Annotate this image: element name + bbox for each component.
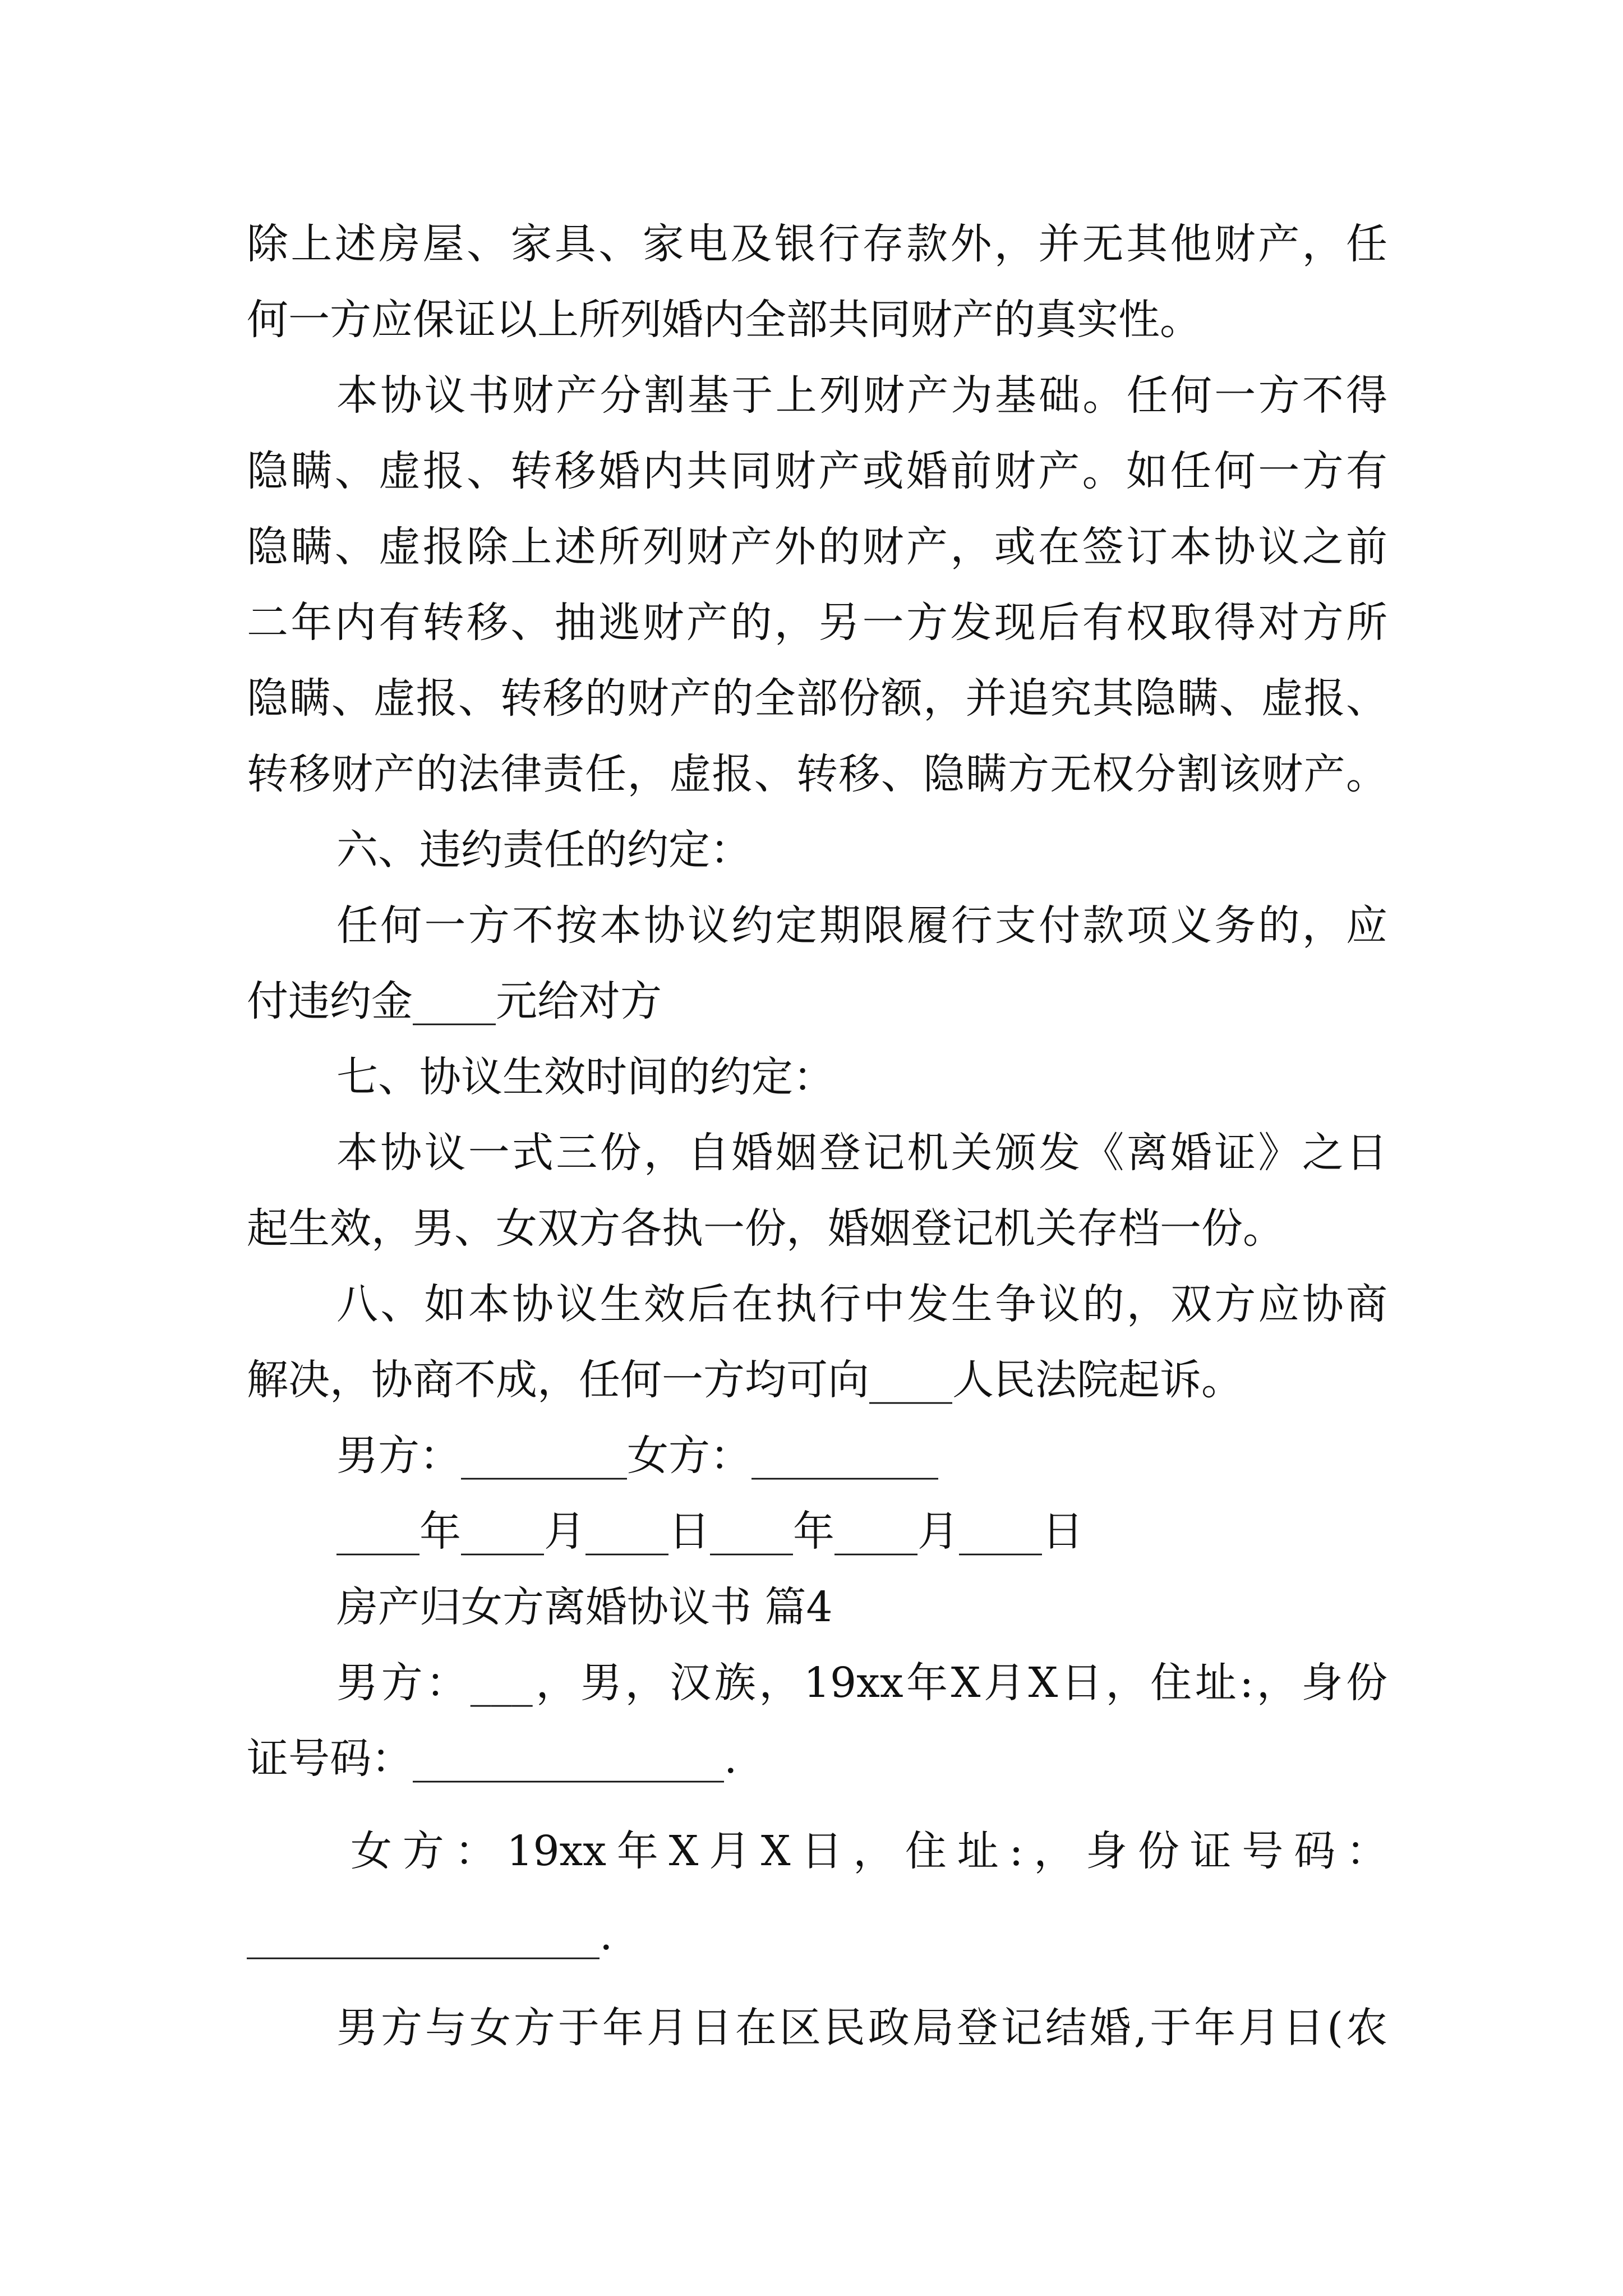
text-line: 任何一方不按本协议约定期限履行支付款项义务的，应 — [336, 901, 1387, 950]
text-line: 起生效，男、女双方各执一份，婚姻登记机关存档一份。 — [247, 1204, 1284, 1253]
text-line: 隐瞒、虚报、转移的财产的全部份额，并追究其隐瞒、虚报、 — [247, 674, 1387, 723]
text-line: 八、如本协议生效后在执行中发生争议的，双方应协商 — [336, 1280, 1387, 1328]
text-line: 隐瞒、虚报、转移婚内共同财产或婚前财产。如任何一方有 — [247, 447, 1387, 495]
section-heading: 七、协议生效时间的约定： — [336, 1053, 834, 1101]
text-line: 隐瞒、虚报除上述所列财产外的财产，或在签订本协议之前 — [247, 523, 1387, 571]
text-line: 女方：19xx年X月X日，住址:，身份证号码： — [351, 1827, 1387, 1875]
text-line: 解决，协商不成，任何一方均可向____人民法院起诉。 — [247, 1356, 1243, 1404]
text-line: 男方：___，男，汉族，19xx年X月X日，住址:，身份 — [336, 1659, 1387, 1707]
text-line: 转移财产的法律责任，虚报、转移、隐瞒方无权分割该财产。 — [247, 750, 1387, 798]
text-line: 本协议一式三份，自婚姻登记机关颁发《离婚证》之日 — [336, 1129, 1387, 1177]
text-line: 付违约金____元给对方 — [247, 977, 662, 1025]
text-line: 证号码：_______________. — [247, 1734, 737, 1783]
text-line: 除上述房屋、家具、家电及银行存款外，并无其他财产，任 — [247, 220, 1387, 268]
section-heading: 六、违约责任的约定： — [336, 826, 751, 874]
text-line: _________________. — [247, 1911, 613, 1959]
text-line: 本协议书财产分割基于上列财产为基础。任何一方不得 — [336, 371, 1387, 420]
signature-line: 男方：________女方：_________ — [336, 1432, 938, 1480]
document-title: 房产归女方离婚协议书 篇4 — [336, 1583, 833, 1631]
text-line: 男方与女方于年月日在区民政局登记结婚,于年月日(农 — [336, 2004, 1387, 2052]
date-line: ____年____月____日____年____月____日 — [336, 1507, 1083, 1556]
text-line: 二年内有转移、抽逃财产的，另一方发现后有权取得对方所 — [247, 599, 1387, 647]
text-line: 何一方应保证以上所列婚内全部共同财产的真实性。 — [247, 296, 1201, 344]
